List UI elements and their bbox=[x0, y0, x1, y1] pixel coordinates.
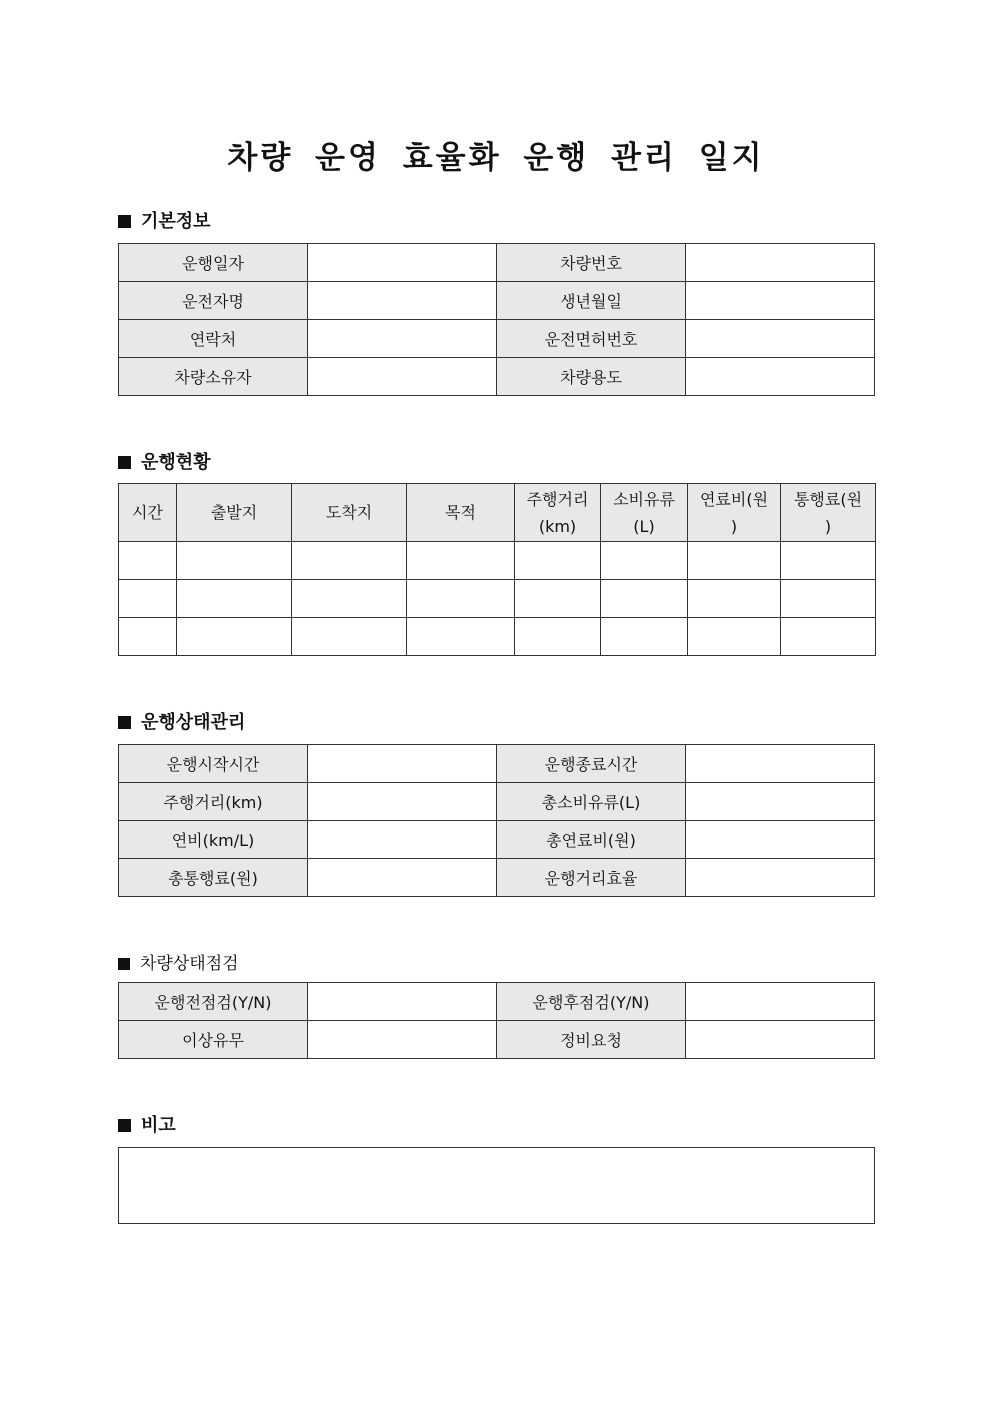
table-row bbox=[119, 983, 875, 1021]
table-cell[interactable] bbox=[292, 580, 407, 618]
field-label: 운행후점검(Y/N) bbox=[497, 983, 686, 1021]
table-row bbox=[119, 745, 875, 783]
field-value[interactable] bbox=[686, 983, 875, 1021]
column-header: 목적 bbox=[407, 484, 515, 542]
table-cell[interactable] bbox=[601, 580, 688, 618]
section-heading-label: 운행상태관리 bbox=[141, 712, 246, 733]
field-value[interactable] bbox=[308, 859, 497, 897]
field-value[interactable] bbox=[686, 783, 875, 821]
table-cell[interactable] bbox=[781, 542, 876, 580]
column-header: 통행료(원 ) bbox=[781, 484, 876, 542]
table-row bbox=[119, 542, 876, 580]
basic-info-table bbox=[118, 243, 875, 396]
section-heading-basic bbox=[118, 210, 211, 234]
field-value[interactable] bbox=[686, 821, 875, 859]
field-value[interactable] bbox=[308, 320, 497, 358]
table-cell[interactable] bbox=[688, 580, 781, 618]
field-label: 운행거리효율 bbox=[497, 859, 686, 897]
column-header: 도착지 bbox=[292, 484, 407, 542]
field-label: 차량용도 bbox=[497, 358, 686, 396]
table-row bbox=[119, 618, 876, 656]
column-header: 연료비(원 ) bbox=[688, 484, 781, 542]
field-label: 운행일자 bbox=[119, 244, 308, 282]
section-heading-label: 차량상태점검 bbox=[140, 954, 239, 974]
section-heading-remarks bbox=[118, 1114, 176, 1138]
table-cell[interactable] bbox=[177, 580, 292, 618]
field-value[interactable] bbox=[308, 783, 497, 821]
table-cell[interactable] bbox=[119, 580, 177, 618]
section-heading-label: 비고 bbox=[141, 1115, 176, 1136]
field-value[interactable] bbox=[686, 859, 875, 897]
square-bullet-icon bbox=[118, 1119, 131, 1132]
field-value[interactable] bbox=[686, 358, 875, 396]
operation-table bbox=[118, 483, 876, 656]
field-value[interactable] bbox=[686, 244, 875, 282]
table-header-row bbox=[119, 484, 876, 542]
field-label: 정비요청 bbox=[497, 1021, 686, 1059]
table-cell[interactable] bbox=[292, 618, 407, 656]
field-value[interactable] bbox=[686, 1021, 875, 1059]
table-cell[interactable] bbox=[781, 618, 876, 656]
section-heading-status bbox=[118, 711, 245, 735]
section-heading-label: 기본정보 bbox=[141, 211, 211, 232]
remarks-box[interactable] bbox=[118, 1147, 875, 1224]
table-row bbox=[119, 358, 875, 396]
field-value[interactable] bbox=[308, 358, 497, 396]
table-cell[interactable] bbox=[177, 542, 292, 580]
field-label: 운전면허번호 bbox=[497, 320, 686, 358]
field-value[interactable] bbox=[308, 983, 497, 1021]
table-cell[interactable] bbox=[781, 580, 876, 618]
table-row bbox=[119, 282, 875, 320]
field-value[interactable] bbox=[686, 320, 875, 358]
square-bullet-icon bbox=[118, 958, 130, 970]
field-label: 차량소유자 bbox=[119, 358, 308, 396]
field-label: 이상유무 bbox=[119, 1021, 308, 1059]
table-cell[interactable] bbox=[407, 618, 515, 656]
table-cell[interactable] bbox=[601, 618, 688, 656]
field-value[interactable] bbox=[308, 282, 497, 320]
table-row bbox=[119, 783, 875, 821]
status-table bbox=[118, 744, 875, 897]
field-label: 운행시작시간 bbox=[119, 745, 308, 783]
table-row bbox=[119, 244, 875, 282]
table-cell[interactable] bbox=[119, 542, 177, 580]
column-header: 시간 bbox=[119, 484, 177, 542]
field-label: 연비(km/L) bbox=[119, 821, 308, 859]
inspection-table bbox=[118, 982, 875, 1059]
column-header: 주행거리 (km) bbox=[515, 484, 601, 542]
column-header: 출발지 bbox=[177, 484, 292, 542]
field-value[interactable] bbox=[308, 1021, 497, 1059]
table-cell[interactable] bbox=[688, 542, 781, 580]
field-label: 운행종료시간 bbox=[497, 745, 686, 783]
field-label: 운전자명 bbox=[119, 282, 308, 320]
table-cell[interactable] bbox=[407, 580, 515, 618]
table-row bbox=[119, 320, 875, 358]
table-cell[interactable] bbox=[119, 618, 177, 656]
field-value[interactable] bbox=[308, 244, 497, 282]
field-value[interactable] bbox=[308, 745, 497, 783]
field-label: 생년월일 bbox=[497, 282, 686, 320]
section-heading-inspection bbox=[118, 952, 239, 976]
field-label: 운행전점검(Y/N) bbox=[119, 983, 308, 1021]
field-label: 주행거리(km) bbox=[119, 783, 308, 821]
column-header: 소비유류 (L) bbox=[601, 484, 688, 542]
table-cell[interactable] bbox=[601, 542, 688, 580]
table-row bbox=[119, 821, 875, 859]
section-heading-operation bbox=[118, 451, 211, 475]
table-cell[interactable] bbox=[515, 618, 601, 656]
section-heading-label: 운행현황 bbox=[141, 452, 211, 473]
field-label: 총소비유류(L) bbox=[497, 783, 686, 821]
square-bullet-icon bbox=[118, 456, 131, 469]
table-cell[interactable] bbox=[177, 618, 292, 656]
field-value[interactable] bbox=[686, 745, 875, 783]
table-row bbox=[119, 1021, 875, 1059]
table-cell[interactable] bbox=[407, 542, 515, 580]
table-cell[interactable] bbox=[688, 618, 781, 656]
square-bullet-icon bbox=[118, 716, 131, 729]
field-label: 연락처 bbox=[119, 320, 308, 358]
table-row bbox=[119, 580, 876, 618]
square-bullet-icon bbox=[118, 215, 131, 228]
table-cell[interactable] bbox=[292, 542, 407, 580]
field-value[interactable] bbox=[308, 821, 497, 859]
field-label: 차량번호 bbox=[497, 244, 686, 282]
field-value[interactable] bbox=[686, 282, 875, 320]
field-label: 총연료비(원) bbox=[497, 821, 686, 859]
table-cell[interactable] bbox=[515, 542, 601, 580]
table-cell[interactable] bbox=[515, 580, 601, 618]
table-row bbox=[119, 859, 875, 897]
field-label: 총통행료(원) bbox=[119, 859, 308, 897]
document-title: 차량 운영 효율화 운행 관리 일지 bbox=[227, 140, 765, 176]
